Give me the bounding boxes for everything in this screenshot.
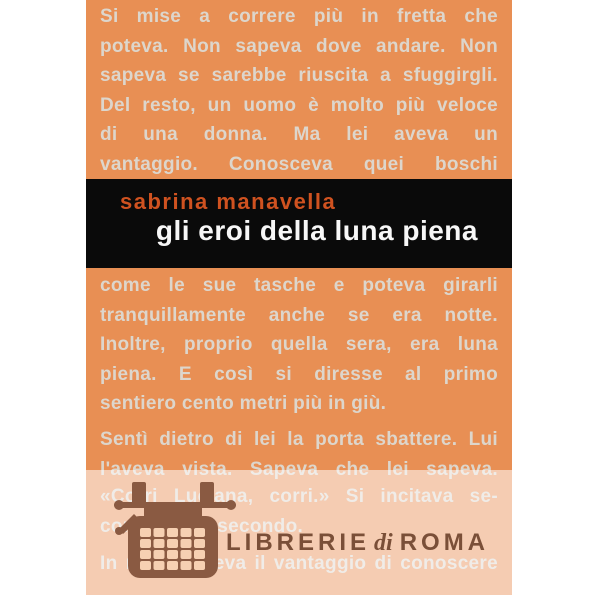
typewriter-icon (114, 482, 236, 580)
excerpt-line: Inoltre, proprio quella sera, era luna (100, 334, 498, 356)
excerpt-line: tranquillamente anche se era notte. (100, 304, 498, 326)
excerpt-line: sentiero cento metri più in giù. (100, 393, 387, 415)
excerpt-line: piena. E così si diresse al primo (100, 363, 498, 385)
bookstore-name-roma: ROMA (399, 529, 490, 556)
excerpt-line: poteva. Non sapeva dove andare. Non (100, 35, 498, 57)
excerpt-paragraph-2 (100, 271, 498, 419)
excerpt-line: Si mise a correre più in fretta che (100, 6, 498, 27)
excerpt-line: vantaggio. Conosceva quei boschi (100, 153, 498, 175)
bookstore-name-librerie: LIBRERIE (226, 529, 371, 556)
excerpt-line: di una donna. Ma lei aveva un (100, 124, 498, 146)
excerpt-paragraph-1 (100, 2, 498, 180)
author-name: sabrina manavella (120, 189, 337, 214)
bookstore-watermark (226, 531, 489, 555)
excerpt-line: Sentì dietro di lei la porta sbattere. Lui (100, 429, 498, 450)
book-title: gli eroi della luna piena (155, 215, 478, 246)
excerpt-line: Del resto, un uomo è molto più veloce (100, 94, 498, 116)
book-cover (86, 0, 512, 595)
title-band (86, 179, 512, 268)
excerpt-line: come le sue tasche e poteva girarli (100, 275, 498, 296)
excerpt-line: sapeva se sarebbe riuscita a sfuggirgli. (100, 65, 498, 87)
bookstore-name-di: di (374, 530, 393, 556)
